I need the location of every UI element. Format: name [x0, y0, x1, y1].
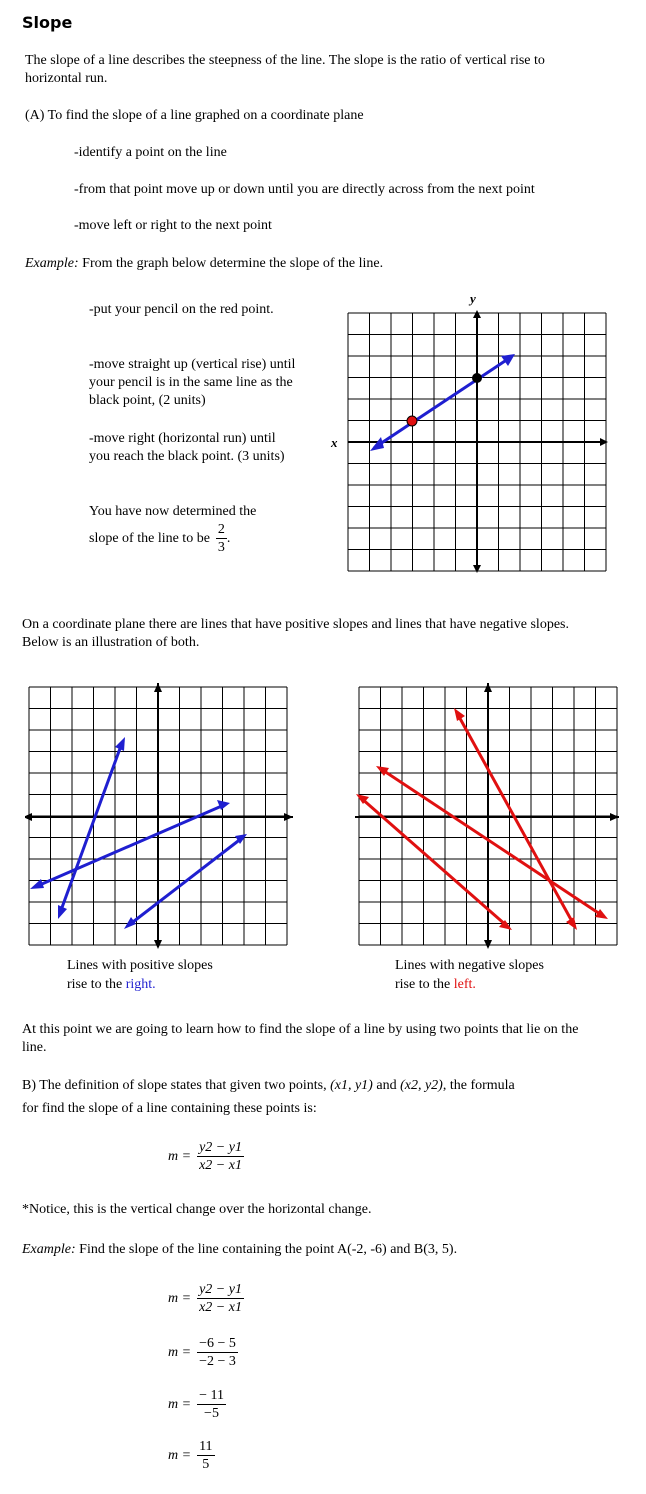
slope-fraction [216, 521, 227, 556]
example-1-instruction-1: -put your pencil on the red point. [89, 302, 274, 317]
example-1-line [25, 255, 383, 273]
slope-period: . [226, 530, 231, 546]
part-a-step-1: -identify a point on the line [74, 145, 227, 160]
pos-caption-line-1: Lines with positive slopes [67, 958, 213, 973]
example-2-step-2 [168, 1335, 238, 1370]
part-a-heading: (A) To find the slope of a line graphed on a coordinate plane [25, 108, 364, 123]
part-b-and: and [376, 1078, 397, 1093]
part-a-step-3: -move left or right to the next point [74, 218, 272, 233]
red-point [407, 416, 417, 426]
step-3-lhs: m = [168, 1396, 192, 1412]
pos-caption-text: rise to the [67, 977, 123, 992]
formula-lhs: m = [168, 1148, 192, 1164]
example-2-label: Example: [22, 1242, 76, 1257]
example-2-step-1 [168, 1281, 244, 1316]
step-2-denominator: −2 − 3 [199, 1354, 236, 1369]
neg-line-1 [457, 713, 574, 925]
page-title: Slope [22, 13, 73, 32]
example-line [374, 357, 511, 448]
neg-caption-line-2 [395, 976, 476, 994]
slope-formula [168, 1139, 244, 1174]
negative-slopes-graph [355, 683, 623, 951]
black-point [472, 373, 482, 383]
step-4-numerator: 11 [199, 1439, 213, 1454]
example-2-step-3 [168, 1387, 226, 1422]
step-1-lhs: m = [168, 1290, 192, 1306]
example-line-arrow-left [370, 437, 384, 451]
x-axis-arrow [600, 438, 608, 446]
axis-label-x: x [331, 435, 338, 450]
example-1-slope-result [89, 521, 230, 556]
example-label: Example: [25, 256, 79, 271]
pos-line-1-arrow-a [58, 905, 67, 919]
neg-line-2 [381, 769, 603, 916]
example-1-text: From the graph below determine the slope of the line. [82, 256, 384, 271]
pos-line-1 [60, 743, 122, 913]
step-1-denominator: x2 − x1 [199, 1300, 242, 1315]
transition-paragraph: At this point we are going to learn how to find the slope of a line by using two points that lie on the line. [22, 1022, 579, 1055]
y-axis-arrow-up [473, 310, 481, 318]
pos-caption-line-2 [67, 976, 156, 994]
slope-numerator: 2 [217, 522, 225, 537]
example-line-arrow-right [501, 354, 515, 366]
pos-caption-word: right. [125, 977, 156, 992]
neg-caption-word: left. [453, 977, 476, 992]
pos-line-3 [129, 838, 242, 925]
formula-denominator: x2 − x1 [199, 1158, 242, 1173]
example-1-instruction-3: -move right (horizontal run) until you reach the black point. (3 units) [89, 431, 285, 464]
example-1-instruction-2: -move straight up (vertical rise) until your pencil is in the same line as the black point, (2 units) [89, 357, 296, 408]
y-axis-arrow-down [473, 565, 481, 573]
step-3-denominator: −5 [204, 1406, 219, 1421]
example-1-instruction-4a: You have now determined the [89, 504, 257, 519]
pos-x-arrow-right [284, 813, 293, 821]
slope-denominator: 3 [217, 540, 225, 555]
intro-paragraph: The slope of a line describes the steepness of the line. The slope is the ratio of vertical rise to horizontal run. [25, 53, 545, 86]
positive-slopes-graph [25, 683, 293, 951]
notice-text: *Notice, this is the vertical change over the horizontal change. [22, 1202, 372, 1217]
step-4-lhs: m = [168, 1447, 192, 1463]
part-b-line-1 [22, 1077, 515, 1095]
example-1-graph [325, 290, 615, 580]
axis-label-y: y [470, 291, 476, 306]
neg-line-1-arrow-a [454, 708, 465, 721]
example-2-line [22, 1241, 457, 1259]
step-1-numerator: y2 − y1 [199, 1282, 242, 1297]
point-1: (x1, y1) [330, 1078, 373, 1093]
step-4-denominator: 5 [202, 1457, 210, 1472]
pos-neg-paragraph: On a coordinate plane there are lines that have positive slopes and lines that have negative slopes. Below is an illustration of both. [22, 617, 569, 650]
part-b-line-2: for find the slope of a line containing these points is: [22, 1101, 317, 1116]
part-b-text-2: , the formula [442, 1078, 515, 1093]
example-2-step-4 [168, 1438, 215, 1473]
part-b-text-1: B) The definition of slope states that given two points, [22, 1078, 327, 1093]
example-1-instruction-4b: slope of the line to be [89, 530, 210, 546]
step-2-numerator: −6 − 5 [199, 1336, 236, 1351]
neg-caption-line-1: Lines with negative slopes [395, 958, 544, 973]
pos-line-1-arrow-b [115, 737, 125, 751]
neg-x-arrow-right [610, 813, 619, 821]
neg-caption-text: rise to the [395, 977, 451, 992]
part-a-step-2: -from that point move up or down until you are directly across from the next point [74, 182, 535, 197]
point-2: (x2, y2) [400, 1078, 443, 1093]
step-2-lhs: m = [168, 1344, 192, 1360]
example-2-text: Find the slope of the line containing the point A(-2, -6) and B(3, 5). [79, 1242, 458, 1257]
formula-numerator: y2 − y1 [199, 1140, 242, 1155]
step-3-numerator: − 11 [199, 1388, 224, 1403]
